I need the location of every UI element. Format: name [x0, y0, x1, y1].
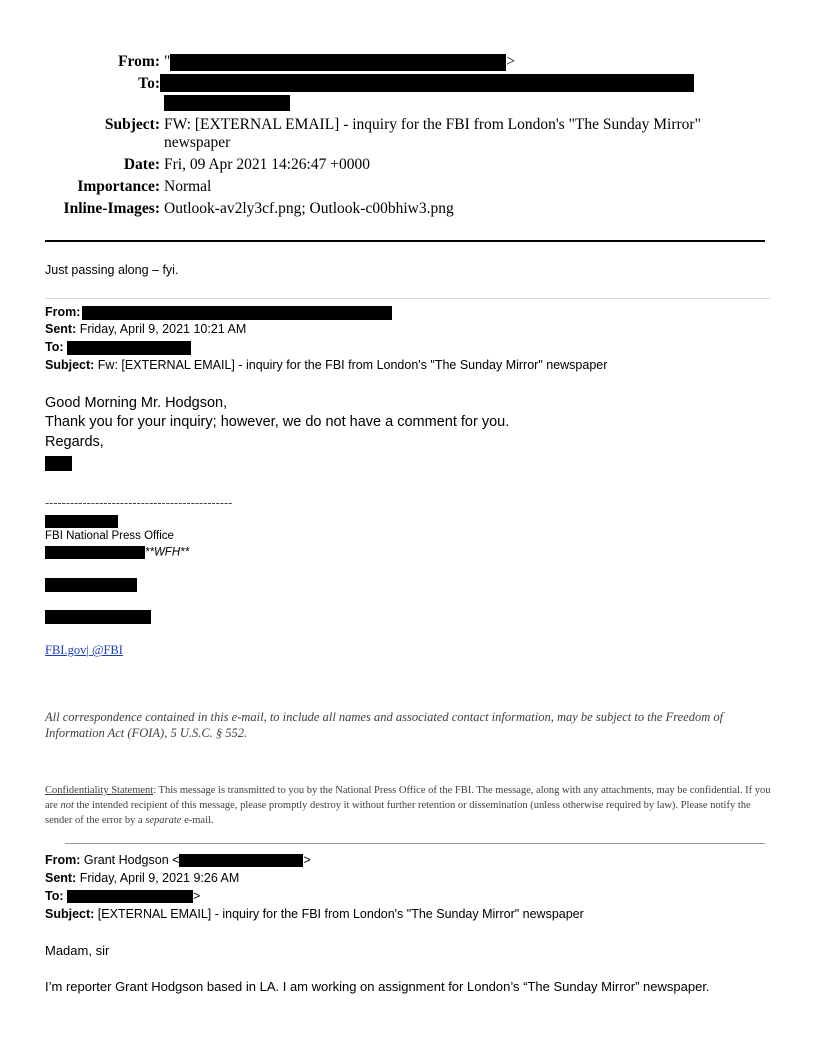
original-body: I’m reporter Grant Hodgson based in LA. I am working on assignment for London’s “The Sunday Mirror” newspaper.: [45, 979, 710, 994]
redaction-box: [67, 890, 193, 903]
forward1-from: [45, 305, 392, 320]
confidentiality-part2: the intended recipient of this message, please promptly destroy it without further retention or dissemination (unless otherwise required by law). Please notify the sender of the error by a: [45, 800, 751, 826]
forward1-sent-value: Friday, April 9, 2021 10:21 AM: [79, 322, 247, 336]
redaction-box: [45, 515, 118, 528]
original-to-suffix: >: [193, 889, 201, 903]
importance-value: Normal: [164, 178, 212, 195]
signature-wfh-line: [45, 546, 189, 559]
signature-links: [45, 643, 123, 658]
redaction-box: [45, 456, 72, 471]
original-sent-value: Friday, April 9, 2021 9:26 AM: [79, 871, 240, 885]
original-from: [45, 853, 311, 867]
confidentiality-separate: separate: [145, 815, 182, 826]
from-label: From:: [118, 53, 160, 70]
from-suffix: >: [506, 53, 516, 70]
signature-dashes: ---------------------------------------------: [45, 496, 233, 510]
fyi-text: Just passing along – fyi.: [45, 263, 179, 277]
signature-office: FBI National Press Office: [45, 530, 174, 542]
redaction-box: [45, 546, 145, 559]
reply-line: Thank you for your inquiry; however, we do not have a comment for you.: [45, 414, 510, 430]
confidentiality-statement: [45, 783, 775, 828]
redaction-box: [170, 54, 506, 71]
subject-line-1: FW: [EXTERNAL EMAIL] - inquiry for the FBI from London's "The Sunday Mirror": [164, 116, 701, 133]
original-to-label: To:: [45, 889, 64, 903]
forward1-sent-label: Sent:: [45, 322, 77, 336]
original-to: [45, 889, 200, 903]
date-label: Date:: [123, 156, 160, 173]
date-value: Fri, 09 Apr 2021 14:26:47 +0000: [164, 156, 370, 173]
redaction-box: [164, 95, 290, 111]
forward1-to: [45, 340, 191, 355]
redaction-box: [45, 610, 151, 624]
original-from-name: Grant Hodgson <: [80, 853, 180, 867]
forward1-sent: [45, 322, 246, 336]
original-from-suffix: >: [303, 853, 311, 867]
redaction-box: [82, 306, 392, 320]
subject-line-2: newspaper: [164, 134, 231, 151]
original-divider: [65, 843, 765, 844]
forward1-from-label: From:: [45, 305, 81, 319]
confidentiality-heading: Confidentiality Statement: [45, 785, 154, 796]
fbi-twitter-link[interactable]: @FBI: [88, 643, 123, 657]
redaction-box: [67, 341, 191, 355]
fbi-gov-link[interactable]: FBI.gov: [45, 643, 87, 657]
original-subject: [45, 907, 584, 921]
header-divider: [45, 240, 765, 242]
original-subject-label: Subject:: [45, 907, 95, 921]
to-label: To:: [138, 75, 160, 92]
inline-images-label: Inline-Images:: [63, 200, 160, 217]
forward1-subject-value: Fw: [EXTERNAL EMAIL] - inquiry for the FBI from London's "The Sunday Mirror" newspaper: [97, 358, 608, 372]
forward1-subject-label: Subject:: [45, 358, 95, 372]
reply-closing: Regards,: [45, 434, 104, 450]
redaction-box: [160, 74, 694, 92]
link-separator: |: [86, 643, 89, 657]
confidentiality-part1: : This message is transmitted to you by the National Press Office of the FBI. The message, along with any attachments, may be confidential. If you are: [45, 785, 771, 811]
confidentiality-part3: e-mail.: [181, 815, 214, 826]
forward1-subject: [45, 358, 607, 372]
original-from-label: From:: [45, 853, 81, 867]
signature-wfh: **WFH**: [145, 546, 190, 559]
original-salutation: Madam, sir: [45, 943, 110, 958]
forward1-to-label: To:: [45, 340, 64, 354]
to-value: [160, 74, 694, 92]
forward-divider: [45, 298, 770, 299]
redaction-box: [45, 578, 137, 592]
original-sent: [45, 871, 239, 885]
confidentiality-not: not: [60, 800, 74, 811]
from-quote: ": [164, 53, 171, 70]
original-sent-label: Sent:: [45, 871, 77, 885]
original-subject-value: [EXTERNAL EMAIL] - inquiry for the FBI from London's "The Sunday Mirror" newspaper: [97, 907, 584, 921]
subject-label: Subject:: [104, 116, 160, 133]
inline-images-value: Outlook-av2ly3cf.png; Outlook-c00bhiw3.png: [164, 200, 454, 217]
foia-notice: All correspondence contained in this e-mail, to include all names and associated contact information, may be subject to the Freedom of Information Act (FOIA), 5 U.S.C. § 552.: [45, 710, 724, 740]
to-value-continued: [164, 94, 290, 112]
redaction-box: [179, 854, 303, 867]
from-value: [164, 53, 515, 71]
reply-greeting: Good Morning Mr. Hodgson,: [45, 395, 228, 411]
importance-label: Importance:: [77, 178, 160, 195]
